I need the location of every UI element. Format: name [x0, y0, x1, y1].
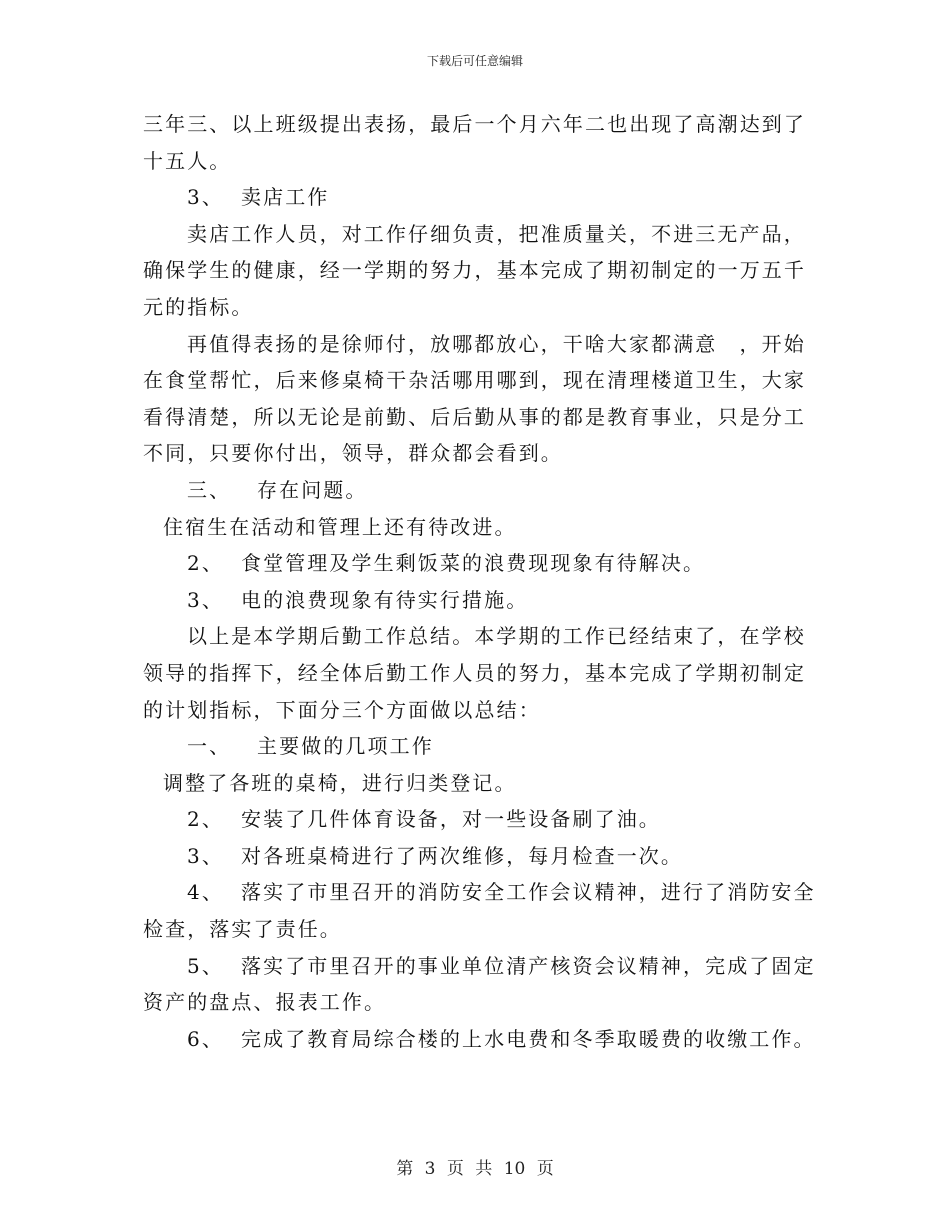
list-number: 2、: [187, 551, 224, 576]
list-item-text: 落实了市里召开的事业单位清产核资会议精神，完成了固定: [241, 953, 816, 978]
paragraph-line: 在食堂帮忙，后来修桌椅干杂活哪用哪到，现在清理楼道卫生，大家: [143, 368, 806, 393]
list-item: [143, 1021, 816, 1058]
list-item-text: 安装了几件体育设备，对一些设备刷了油。: [241, 807, 661, 832]
paragraph-line: 的计划指标，下面分三个方面做以总结：: [143, 697, 541, 722]
list-item-text: 落实了市里召开的消防安全工作会议精神，进行了消防安全: [241, 880, 816, 905]
list-item: [143, 948, 816, 985]
list-item: [143, 838, 813, 875]
paragraph-line: 十五人。: [143, 148, 232, 173]
list-item-text: 对各班桌椅进行了两次维修，每月检查一次。: [241, 843, 683, 868]
list-item: [143, 545, 813, 582]
list-item-text: 食堂管理及学生剩饭菜的浪费现现象有待解决。: [241, 551, 706, 576]
paragraph-line: 领导的指挥下，经全体后勤工作人员的努力，基本完成了学期初制定: [143, 660, 806, 685]
list-number: 2、: [187, 807, 224, 832]
paragraph-line: 不同，只要你付出，领导，群众都会看到。: [143, 441, 563, 466]
document-body: [143, 106, 816, 1057]
section-heading: [143, 179, 813, 216]
list-number: 3、: [187, 587, 224, 612]
page-footer: 第 3 页 共 10 页: [396, 1159, 554, 1179]
list-item: [143, 874, 816, 911]
list-item: 住宿生在活动和管理上还有待改进。: [163, 514, 517, 539]
section-heading: [143, 728, 813, 765]
section-heading: [143, 472, 813, 509]
paragraph-line: 资产的盘点、报表工作。: [143, 990, 387, 1015]
list-number: 6、: [187, 1026, 224, 1051]
heading-text: 主要做的几项工作: [257, 734, 434, 759]
paragraph-line: 检查，落实了责任。: [143, 917, 342, 942]
paragraph-line: 三年三、以上班级提出表扬，最后一个月六年二也出现了高潮达到了: [143, 112, 806, 136]
list-number: 3、: [187, 843, 224, 868]
paragraph-line: 元的指标。: [143, 294, 254, 319]
heading-text: 存在问题。: [257, 477, 368, 502]
list-number: 4、: [187, 880, 224, 905]
list-item-text: 完成了教育局综合楼的上水电费和冬季取暖费的收缴工作。: [241, 1026, 816, 1051]
list-item: [143, 582, 813, 619]
list-item-text: 电的浪费现象有待实行措施。: [241, 587, 529, 612]
list-number: 三、: [187, 477, 232, 502]
list-number: 一、: [187, 734, 232, 759]
page-header: 下载后可任意编辑: [426, 54, 523, 68]
paragraph-line: 以上是本学期后勤工作总结。本学期的工作已经结束了，在学校: [187, 624, 806, 649]
paragraph-line: 确保学生的健康，经一学期的努力，基本完成了期初制定的一万五千: [143, 258, 806, 283]
paragraph-line: 看得清楚，所以无论是前勤、后后勤从事的都是教育事业，只是分工: [143, 404, 806, 429]
paragraph-line: 卖店工作人员，对工作仔细负责，把准质量关，不进三无产品，: [187, 221, 806, 246]
list-number: 5、: [187, 953, 224, 978]
list-item: [143, 801, 813, 838]
heading-text: 卖店工作: [241, 185, 330, 210]
paragraph-line: 再值得表扬的是徐师付，放哪都放心，干啥大家都满意 ，开始: [187, 331, 806, 356]
list-number: 3、: [187, 185, 224, 210]
list-item: 调整了各班的桌椅，进行归类登记。: [163, 770, 517, 795]
